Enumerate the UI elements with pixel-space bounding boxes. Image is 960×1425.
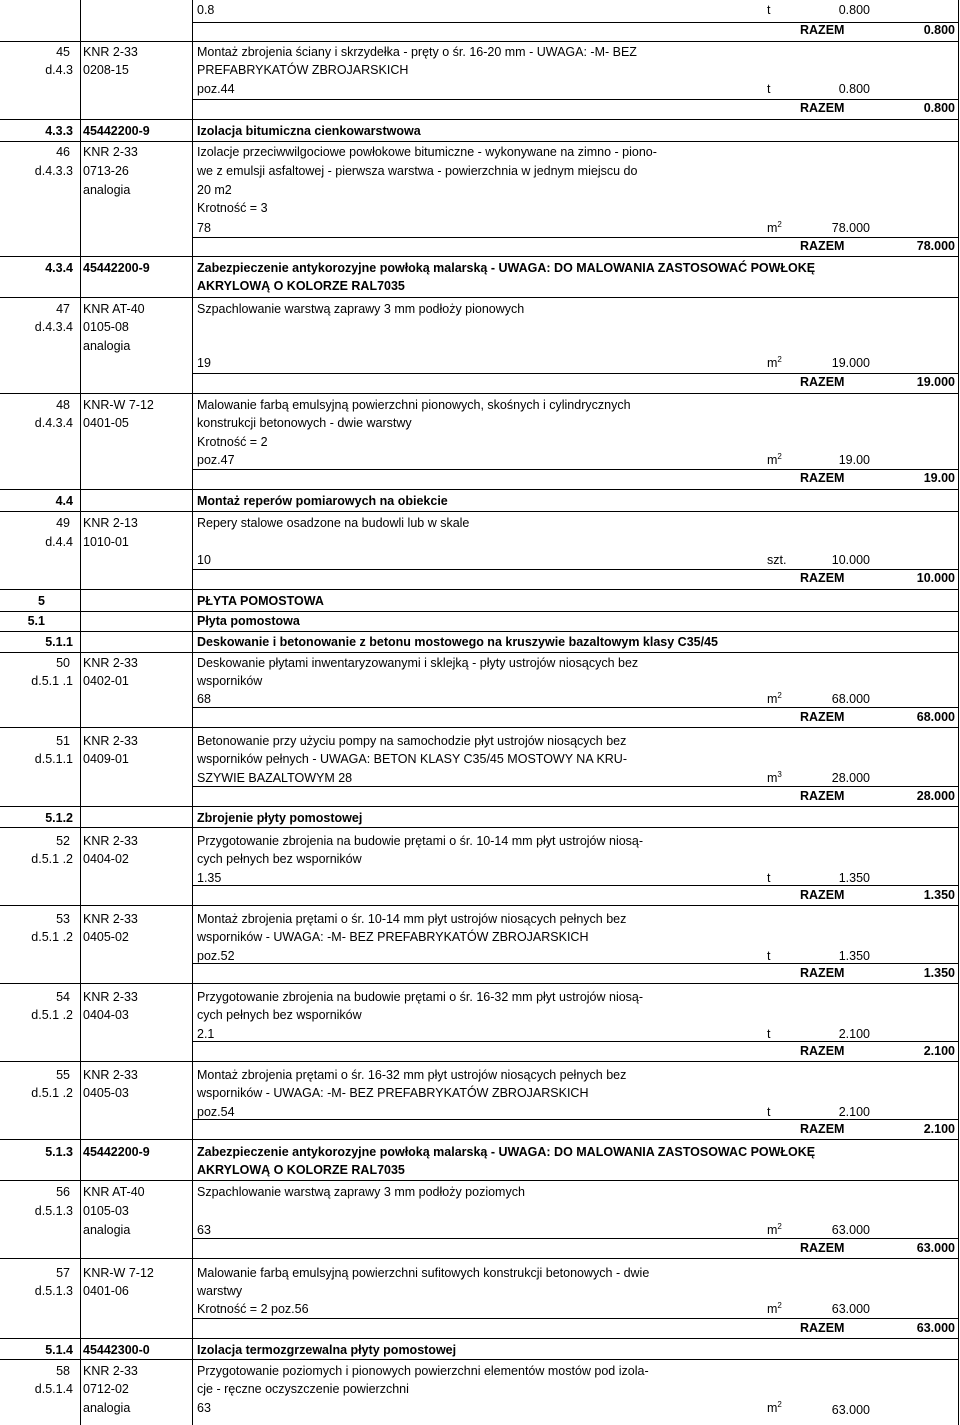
item-reference: d.5.1 .2	[31, 930, 73, 944]
item-description: konstrukcji betonowych - dwie warstwy	[197, 416, 412, 430]
quantity-value: 1.350	[838, 871, 870, 885]
basis-text: KNR 2-33	[83, 656, 138, 670]
quantity-value: 1.350	[838, 949, 870, 963]
grid-line	[0, 119, 958, 120]
grid-line	[193, 237, 958, 238]
grid-line	[0, 727, 958, 728]
calc-text: 68	[197, 692, 211, 706]
item-description: Izolacje przeciwwilgociowe powłokowe bitumiczne - wykonywane na zimno - piono-	[197, 145, 657, 159]
quantity-value: 2.100	[838, 1027, 870, 1041]
basis-text: KNR 2-33	[83, 1364, 138, 1378]
item-description: wsporników pełnych - UWAGA: BETON KLASY C35/45 MOSTOWY NA KRU-	[197, 752, 627, 766]
section-code: 45442300-0	[83, 1343, 150, 1357]
item-description: cych pełnych bez wsporników	[197, 852, 362, 866]
item-number: 55	[56, 1068, 70, 1082]
unit: t	[767, 1105, 771, 1119]
section-number: 4.4	[55, 494, 73, 508]
item-number: 49	[56, 516, 70, 530]
razem-label: RAZEM	[800, 1241, 845, 1255]
razem-label: RAZEM	[800, 1122, 845, 1136]
razem-value: 19.00	[923, 471, 955, 485]
basis-text: 0105-03	[83, 1204, 129, 1218]
item-description: PREFABRYKATÓW ZBROJARSKICH	[197, 63, 409, 77]
section-title: Montaż reperów pomiarowych na obiekcie	[197, 494, 448, 508]
item-description: Montaż zbrojenia prętami o śr. 10-14 mm płyt ustrojów niosących pełnych bez	[197, 912, 627, 926]
calc-text: poz.47	[197, 453, 235, 467]
item-number: 52	[56, 834, 70, 848]
quantity-value: 63.000	[831, 1223, 870, 1237]
item-number: 53	[56, 912, 70, 926]
basis-text: KNR-W 7-12	[83, 1266, 154, 1280]
grid-line	[0, 1359, 958, 1360]
razem-label: RAZEM	[800, 1321, 845, 1335]
calc-text: Krotność = 2 poz.56	[197, 1302, 309, 1316]
calc-text: 19	[197, 356, 211, 370]
calc-text: poz.52	[197, 949, 235, 963]
section-code: 45442200-9	[83, 124, 150, 138]
grid-line	[0, 1258, 958, 1259]
calc-text: 63	[197, 1223, 211, 1237]
calc-text: 1.35	[197, 871, 222, 885]
item-reference: d.5.1 .2	[31, 1008, 73, 1022]
grid-line	[0, 297, 958, 298]
grid-line	[193, 786, 958, 787]
item-description: Malowanie farbą emulsyjną powierzchni pionowych, skośnych i cylindrycznych	[197, 398, 631, 412]
razem-label: RAZEM	[800, 23, 845, 37]
section-number: 5.1	[27, 614, 45, 628]
grid-line	[0, 511, 958, 512]
unit: t	[767, 1027, 771, 1041]
basis-text: 1010-01	[83, 535, 129, 549]
basis-text: KNR 2-33	[83, 834, 138, 848]
basis-text: KNR 2-33	[83, 912, 138, 926]
grid-line	[0, 393, 958, 394]
basis-text: 0404-02	[83, 852, 129, 866]
basis-text: KNR AT-40	[83, 302, 145, 316]
basis-text: analogia	[83, 339, 131, 353]
basis-text: analogia	[83, 1401, 131, 1415]
calc-text: 2.1	[197, 1027, 215, 1041]
grid-line	[0, 1180, 958, 1181]
unit: t	[767, 82, 771, 96]
basis-text: KNR 2-33	[83, 145, 138, 159]
basis-text: analogia	[83, 183, 131, 197]
quantity-value: 68.000	[831, 692, 870, 706]
basis-text: KNR 2-13	[83, 516, 138, 530]
quantity-value: 0.800	[838, 3, 870, 17]
razem-label: RAZEM	[800, 789, 845, 803]
item-reference: d.4.3	[45, 63, 73, 77]
item-description: Przygotowanie poziomych i pionowych powierzchni elementów mostów pod izola-	[197, 1364, 649, 1378]
grid-line	[0, 806, 958, 807]
section-title: Zabezpieczenie antykorozyjne powłoką malarską - UWAGA: DO MALOWANIA ZASTOSOWAC POWŁOKĘ	[197, 1145, 816, 1159]
grid-line	[0, 827, 958, 828]
unit: szt.	[767, 553, 787, 567]
section-title: PŁYTA POMOSTOWA	[197, 594, 324, 608]
basis-text: KNR AT-40	[83, 1185, 145, 1199]
razem-value: 28.000	[916, 789, 955, 803]
unit: $m^2$	[767, 691, 782, 706]
basis-text: 0713-26	[83, 164, 129, 178]
razem-label: RAZEM	[800, 710, 845, 724]
quantity-value: 0.800	[838, 82, 870, 96]
item-description: Szpachlowanie warstwą zaprawy 3 mm podłoży pionowych	[197, 302, 525, 316]
unit: $m^2$	[767, 1222, 782, 1237]
razem-value: 63.000	[916, 1321, 955, 1335]
section-number: 5.1.1	[45, 635, 73, 649]
razem-label: RAZEM	[800, 471, 845, 485]
unit: $m^3$	[767, 770, 782, 785]
basis-text: KNR 2-33	[83, 45, 138, 59]
item-description: Szpachlowanie warstwą zaprawy 3 mm podłoży poziomych	[197, 1185, 525, 1199]
section-number: 5.1.2	[45, 811, 73, 825]
grid-line	[193, 1318, 958, 1319]
item-description: cje - ręczne oczyszczenie powierzchni	[197, 1382, 409, 1396]
calc-text: 78	[197, 221, 211, 235]
item-reference: d.5.1.3	[34, 1284, 73, 1298]
item-description: Krotność = 3	[197, 201, 268, 215]
section-number: 4.3.4	[45, 261, 73, 275]
unit: $m^2$	[767, 1301, 782, 1316]
section-title: Deskowanie i betonowanie z betonu mostowego na kruszywie bazaltowym klasy C35/45	[197, 635, 718, 649]
grid-line	[80, 0, 81, 1425]
item-number: 48	[56, 398, 70, 412]
item-number: 54	[56, 990, 70, 1004]
calc-text: 63	[197, 1401, 211, 1415]
razem-value: 68.000	[916, 710, 955, 724]
basis-text: KNR 2-33	[83, 1068, 138, 1082]
item-description: Przygotowanie zbrojenia na budowie prętami o śr. 16-32 mm płyt ustrojów niosą-	[197, 990, 644, 1004]
razem-value: 78.000	[916, 239, 955, 253]
item-number: 45	[56, 45, 70, 59]
razem-label: RAZEM	[800, 1044, 845, 1058]
item-reference: d.4.4	[45, 535, 73, 549]
razem-value: 1.350	[923, 888, 955, 902]
quantity-value: 10.000	[831, 553, 870, 567]
grid-line	[0, 631, 958, 632]
grid-line	[193, 1238, 958, 1239]
grid-line	[193, 469, 958, 470]
quantity-value: 19.000	[831, 356, 870, 370]
item-number: 47	[56, 302, 70, 316]
basis-text: KNR 2-33	[83, 990, 138, 1004]
grid-line	[0, 489, 958, 490]
item-reference: d.5.1.3	[34, 1204, 73, 1218]
section-title: Płyta pomostowa	[197, 614, 300, 628]
item-description: Betonowanie przy użyciu pompy na samochodzie płyt ustrojów niosących bez	[197, 734, 627, 748]
razem-value: 0.800	[923, 101, 955, 115]
basis-text: 0402-01	[83, 674, 129, 688]
item-description: we z emulsji asfaltowej - pierwsza warstwa - powierzchnia w jednym miejscu do	[197, 164, 638, 178]
quantity-value: 28.000	[831, 771, 870, 785]
section-number: 5.1.3	[45, 1145, 73, 1159]
quantity-value: 63.000	[831, 1302, 870, 1316]
item-number: 50	[56, 656, 70, 670]
item-description: warstwy	[197, 1284, 243, 1298]
razem-value: 10.000	[916, 571, 955, 585]
section-title: AKRYLOWĄ O KOLORZE RAL7035	[197, 1163, 405, 1177]
grid-line	[0, 1139, 958, 1140]
unit: t	[767, 871, 771, 885]
razem-label: RAZEM	[800, 375, 845, 389]
unit: $m^2$	[767, 452, 782, 467]
basis-text: 0712-02	[83, 1382, 129, 1396]
item-number: 46	[56, 145, 70, 159]
item-reference: d.5.1 .2	[31, 1086, 73, 1100]
grid-line	[192, 0, 193, 1425]
item-description: wsporników - UWAGA: -M- BEZ PREFABRYKATÓW ZBROJARSKICH	[197, 1086, 589, 1100]
unit: t	[767, 949, 771, 963]
item-number: 57	[56, 1266, 70, 1280]
basis-text: 0405-02	[83, 930, 129, 944]
item-description: Przygotowanie zbrojenia na budowie prętami o śr. 10-14 mm płyt ustrojów niosą-	[197, 834, 644, 848]
razem-label: RAZEM	[800, 101, 845, 115]
razem-value: 63.000	[916, 1241, 955, 1255]
basis-text: 0405-03	[83, 1086, 129, 1100]
section-number: 4.3.3	[45, 124, 73, 138]
razem-label: RAZEM	[800, 888, 845, 902]
quantity-value: 78.000	[831, 221, 870, 235]
basis-text: 0401-05	[83, 416, 129, 430]
razem-label: RAZEM	[800, 966, 845, 980]
razem-label: RAZEM	[800, 571, 845, 585]
grid-line	[193, 373, 958, 374]
item-reference: d.5.1.1	[34, 752, 73, 766]
section-title: AKRYLOWĄ O KOLORZE RAL7035	[197, 279, 405, 293]
item-reference: d.4.3.4	[34, 416, 73, 430]
grid-line	[0, 611, 958, 612]
calc-text: SZYWIE BAZALTOWYM 28	[197, 771, 353, 785]
basis-text: 0208-15	[83, 63, 129, 77]
item-description: cych pełnych bez wsporników	[197, 1008, 362, 1022]
basis-text: KNR 2-33	[83, 734, 138, 748]
item-description: wsporników - UWAGA: -M- BEZ PREFABRYKATÓW ZBROJARSKICH	[197, 930, 589, 944]
item-reference: d.5.1 .2	[31, 852, 73, 866]
basis-text: 0401-06	[83, 1284, 129, 1298]
quantity-value: 63.000	[831, 1403, 870, 1417]
grid-line	[0, 141, 958, 142]
grid-line	[193, 569, 958, 570]
quantity-value: 2.100	[838, 1105, 870, 1119]
section-number: 5.1.4	[45, 1343, 73, 1357]
grid-line	[0, 1338, 958, 1339]
item-description: Krotność = 2	[197, 435, 268, 449]
item-number: 51	[56, 734, 70, 748]
grid-line	[0, 1061, 958, 1062]
basis-text: 0404-03	[83, 1008, 129, 1022]
section-title: Zbrojenie płyty pomostowej	[197, 811, 363, 825]
unit: $m^2$	[767, 1400, 782, 1415]
section-title: Izolacja bitumiczna cienkowarstwowa	[197, 124, 421, 138]
section-code: 45442200-9	[83, 261, 150, 275]
item-number: 56	[56, 1185, 70, 1199]
razem-value: 19.000	[916, 375, 955, 389]
calc-text: 10	[197, 553, 211, 567]
item-reference: d.4.3.4	[34, 320, 73, 334]
item-description: wsporników	[197, 674, 263, 688]
item-description: Malowanie farbą emulsyjną powierzchni sufitowych konstrukcji betonowych - dwie	[197, 1266, 650, 1280]
item-description: Repery stalowe osadzone na budowli lub w skale	[197, 516, 470, 530]
razem-value: 0.800	[923, 23, 955, 37]
grid-line	[0, 256, 958, 257]
basis-text: 0409-01	[83, 752, 129, 766]
grid-line	[958, 0, 959, 1425]
calc-text: poz.44	[197, 82, 235, 96]
razem-value: 2.100	[923, 1044, 955, 1058]
section-title: Izolacja termozgrzewalna płyty pomostowej	[197, 1343, 457, 1357]
unit: t	[767, 3, 771, 17]
quantity-value: 19.00	[838, 453, 870, 467]
section-code: 45442200-9	[83, 1145, 150, 1159]
unit: $m^2$	[767, 355, 782, 370]
grid-line	[193, 707, 958, 708]
razem-label: RAZEM	[800, 239, 845, 253]
grid-line	[0, 41, 958, 42]
item-description: Montaż zbrojenia prętami o śr. 16-32 mm płyt ustrojów niosących pełnych bez	[197, 1068, 627, 1082]
item-description: Montaż zbrojenia ściany i skrzydełka - pręty o śr. 16-20 mm - UWAGA: -M- BEZ	[197, 45, 637, 59]
item-number: 58	[56, 1364, 70, 1378]
razem-value: 2.100	[923, 1122, 955, 1136]
item-description: 20 m2	[197, 183, 232, 197]
unit: $m^2$	[767, 220, 782, 235]
basis-text: KNR-W 7-12	[83, 398, 154, 412]
grid-line	[0, 905, 958, 906]
grid-line	[193, 99, 958, 100]
item-reference: d.5.1.4	[34, 1382, 73, 1396]
calc-text: poz.54	[197, 1105, 235, 1119]
basis-text: 0105-08	[83, 320, 129, 334]
item-description: Deskowanie płytami inwentaryzowanymi i sklejką - płyty ustrojów niosących bez	[197, 656, 639, 670]
basis-text: analogia	[83, 1223, 131, 1237]
section-number: 5	[38, 594, 45, 608]
razem-value: 1.350	[923, 966, 955, 980]
calc-text: 0.8	[197, 3, 215, 17]
grid-line	[0, 652, 958, 653]
grid-line	[0, 983, 958, 984]
item-reference: d.4.3.3	[34, 164, 73, 178]
grid-line	[0, 589, 958, 590]
item-reference: d.5.1 .1	[31, 674, 73, 688]
section-title: Zabezpieczenie antykorozyjne powłoką malarską - UWAGA: DO MALOWANIA ZASTOSOWAĆ POWŁOKĘ	[197, 261, 816, 275]
